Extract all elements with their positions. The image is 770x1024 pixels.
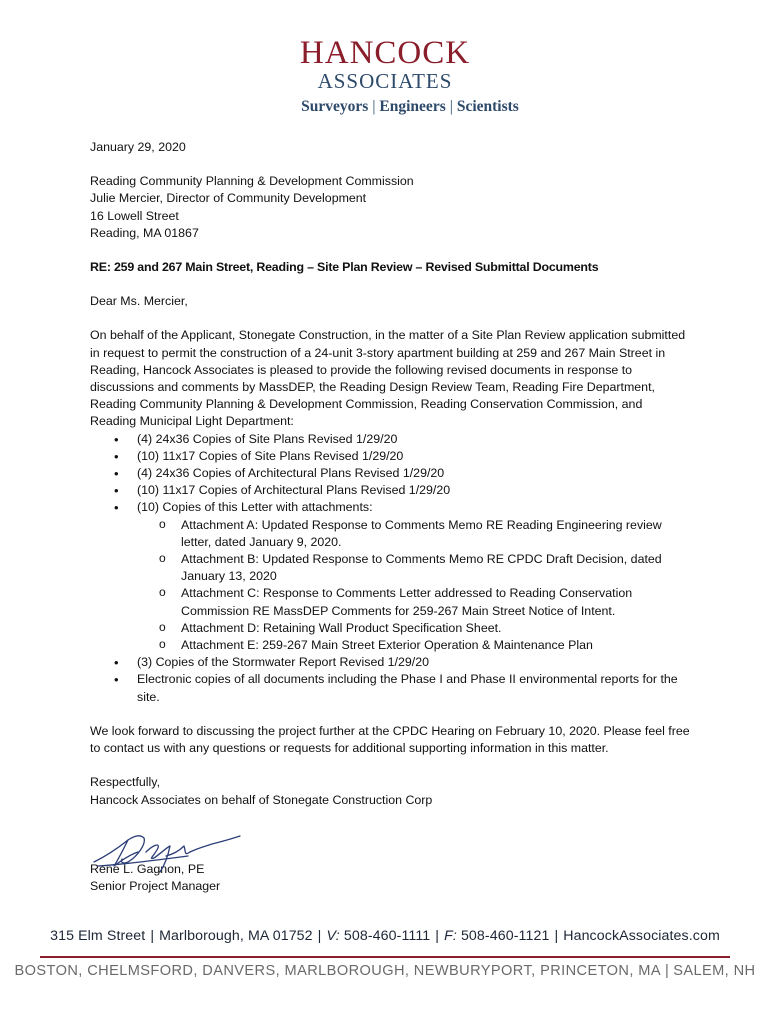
enclosure-list bbox=[90, 431, 690, 706]
attachment-item: o Attachment A: Updated Response to Comments Memo RE Reading Engineering review letter, dated January 9, 2020. bbox=[137, 517, 690, 551]
footer-separator: | bbox=[664, 963, 670, 979]
list-item-label: (10) Copies of this Letter with attachments: bbox=[137, 500, 373, 515]
letter-body bbox=[90, 139, 690, 895]
sign-off: Respectfully, bbox=[90, 775, 161, 790]
footer-fax: 508-460-1121 bbox=[460, 928, 550, 944]
recipient-line-1: Reading Community Planning & Development Commission bbox=[90, 174, 414, 189]
intro-paragraph: On behalf of the Applicant, Stonegate Construction, in the matter of a Site Plan Review application submitted in request to permit the construction of a 24-unit 3-story apartment building at 259 and 267 Main Street in Reading, Hancock Associates is pleased to provide the following revised documents in response to discussions and comments by MassDEP, the Reading Design Review Team, Reading Fire Department, Reading Community Planning & Development Commission, Reading Conservation Commission, and Reading Municipal Light Department: bbox=[90, 328, 686, 429]
fax-label: F: bbox=[444, 928, 457, 944]
list-item-with-attachments bbox=[90, 499, 690, 654]
footer-divider bbox=[40, 956, 730, 958]
footer-separator: | bbox=[554, 928, 559, 944]
footer-address: 315 Elm Street bbox=[50, 928, 146, 944]
list-item: • (10) 11x17 Copies of Site Plans Revised 1/29/20 bbox=[90, 448, 690, 465]
subject-line: RE: 259 and 267 Main Street, Reading – Site Plan Review – Revised Submittal Documents bbox=[90, 260, 599, 275]
list-item: • (4) 24x36 Copies of Architectural Plans Revised 1/29/20 bbox=[90, 465, 690, 482]
signer-title: Senior Project Manager bbox=[90, 878, 221, 893]
recipient-line-3: 16 Lowell Street bbox=[90, 208, 179, 223]
attachment-item: o Attachment C: Response to Comments Letter addressed to Reading Conservation Commission RE MassDEP Comments for 259-267 Main Street Notice of Intent. bbox=[137, 585, 690, 619]
list-item: • (4) 24x36 Copies of Site Plans Revised 1/29/20 bbox=[90, 431, 690, 448]
letter-date: January 29, 2020 bbox=[90, 140, 186, 154]
footer-separator: | bbox=[317, 928, 322, 944]
footer-separator: | bbox=[435, 928, 440, 944]
offices-nh: SALEM, NH bbox=[673, 963, 756, 979]
footer-city: Marlborough, MA 01752 bbox=[159, 928, 313, 944]
footer-offices bbox=[0, 963, 770, 979]
list-item: • (3) Copies of the Stormwater Report Revised 1/29/20 bbox=[90, 654, 690, 671]
phone-label: V: bbox=[326, 928, 340, 944]
offices-list: BOSTON, CHELMSFORD, DANVERS, MARLBOROUGH, NEWBURYPORT, PRINCETON, MA bbox=[14, 963, 661, 979]
handwritten-signature bbox=[88, 826, 258, 874]
attachment-item: o Attachment B: Updated Response to Comments Memo RE CPDC Draft Decision, dated January 13, 2020 bbox=[137, 551, 690, 585]
closing-paragraph: We look forward to discussing the project further at the CPDC Hearing on February 10, 2020. Please feel free to contact us with any questions or requests for additional supporting information in this matter. bbox=[90, 723, 690, 756]
list-item: • (10) 11x17 Copies of Architectural Plans Revised 1/29/20 bbox=[90, 482, 690, 499]
list-item: • Electronic copies of all documents including the Phase I and Phase II environmental reports for the site. bbox=[90, 671, 690, 705]
signer-name: Rene L. Gagnon, PE bbox=[90, 861, 205, 876]
company-logo-name: HANCOCK bbox=[299, 35, 471, 71]
attachment-list bbox=[137, 517, 690, 655]
footer-contact bbox=[0, 928, 770, 944]
tagline-scientists: Scientists bbox=[456, 98, 519, 115]
recipient-line-2: Julie Mercier, Director of Community Development bbox=[90, 191, 367, 206]
footer-website[interactable]: HancockAssociates.com bbox=[563, 928, 720, 944]
tagline-separator: | bbox=[449, 98, 453, 115]
company-logo-subtitle: ASSOCIATES bbox=[317, 69, 453, 93]
tagline-surveyors: Surveyors bbox=[301, 98, 369, 115]
tagline-engineers: Engineers bbox=[379, 98, 446, 115]
recipient-line-4: Reading, MA 01867 bbox=[90, 225, 199, 240]
sign-off-company: Hancock Associates on behalf of Stonegate Construction Corp bbox=[90, 792, 433, 807]
attachment-item: o Attachment D: Retaining Wall Product Specification Sheet. bbox=[137, 620, 690, 637]
footer-separator: | bbox=[150, 928, 155, 944]
footer-phone: 508-460-1111 bbox=[343, 928, 431, 944]
company-tagline bbox=[50, 98, 770, 116]
tagline-separator: | bbox=[372, 98, 376, 115]
attachment-item: o Attachment E: 259-267 Main Street Exterior Operation & Maintenance Plan bbox=[137, 637, 690, 654]
letterhead bbox=[0, 36, 770, 116]
salutation: Dear Ms. Mercier, bbox=[90, 294, 188, 309]
